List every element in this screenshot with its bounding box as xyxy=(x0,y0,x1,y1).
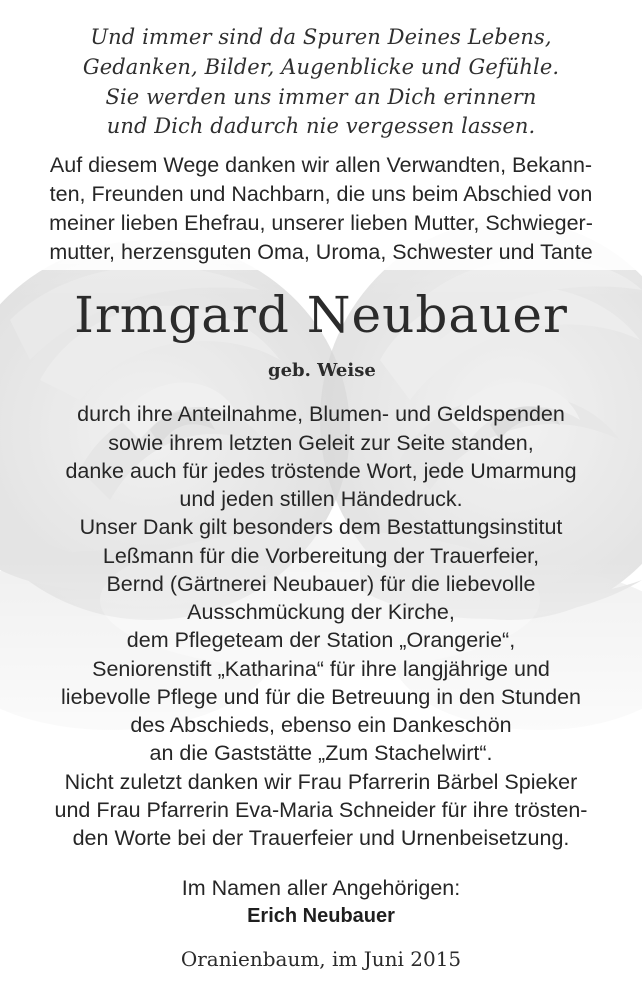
on-behalf-line: Im Namen aller Angehörigen: xyxy=(181,876,461,900)
maiden-name: geb. Weise xyxy=(268,360,376,381)
intro-line-4: mutter, herzensguten Oma, Uroma, Schwester und Tante xyxy=(49,240,593,264)
thanks-line-16: den Worte bei der Trauerfeier und Urnenbeisetzung. xyxy=(72,826,570,850)
thanks-line-9: dem Pflegeteam der Station „Orangerie“, xyxy=(126,628,516,652)
place-date: Oranienbaum, im Juni 2015 xyxy=(180,947,462,971)
intro-line-1: Auf diesem Wege danken wir allen Verwandten, Bekann- xyxy=(49,153,593,177)
thanks-line-2: sowie ihrem letzten Geleit zur Seite standen, xyxy=(108,431,534,455)
thanks-line-6: Leßmann für die Vorbereitung der Trauerfeier, xyxy=(102,544,540,568)
thanks-line-11: liebevolle Pflege und für die Betreuung in den Stunden xyxy=(61,685,581,709)
thanks-line-15: und Frau Pfarrerin Eva-Maria Schneider für ihre trösten- xyxy=(54,798,588,822)
thanks-line-10: Seniorenstift „Katharina“ für ihre langjährige und xyxy=(92,657,550,681)
thanks-line-13: an die Gaststätte „Zum Stachelwirt“. xyxy=(149,741,493,765)
thanks-line-1: durch ihre Anteilnahme, Blumen- und Geldspenden xyxy=(77,402,565,426)
poem-line-2: Gedanken, Bilder, Augenblicke und Gefühle. xyxy=(82,55,560,79)
poem-line-1: Und immer sind da Spuren Deines Lebens, xyxy=(90,25,552,49)
poem-line-4: und Dich dadurch nie vergessen lassen. xyxy=(106,114,536,138)
thanks-line-8: Ausschmückung der Kirche, xyxy=(187,600,455,624)
thanks-line-14: Nicht zuletzt danken wir Frau Pfarrerin Bärbel Spieker xyxy=(64,770,578,794)
intro-line-3: meiner lieben Ehefrau, unserer lieben Mutter, Schwieger- xyxy=(49,211,593,235)
signer-name: Erich Neubauer xyxy=(247,905,395,927)
thanks-line-5: Unser Dank gilt besonders dem Bestattungsinstitut xyxy=(79,515,563,539)
intro-line-2: ten, Freunden und Nachbarn, die uns beim Abschied von xyxy=(49,182,593,206)
poem-line-3: Sie werden uns immer an Dich erinnern xyxy=(105,85,537,109)
thanks-line-7: Bernd (Gärtnerei Neubauer) für die liebevolle xyxy=(106,572,536,596)
thanks-line-12: des Abschieds, ebenso ein Dankeschön xyxy=(130,713,512,737)
thanks-line-3: danke auch für jedes tröstende Wort, jede Umarmung xyxy=(65,459,577,483)
thanks-line-4: und jeden stillen Händedruck. xyxy=(179,487,463,511)
deceased-name: Irmgard Neubauer xyxy=(74,286,568,344)
